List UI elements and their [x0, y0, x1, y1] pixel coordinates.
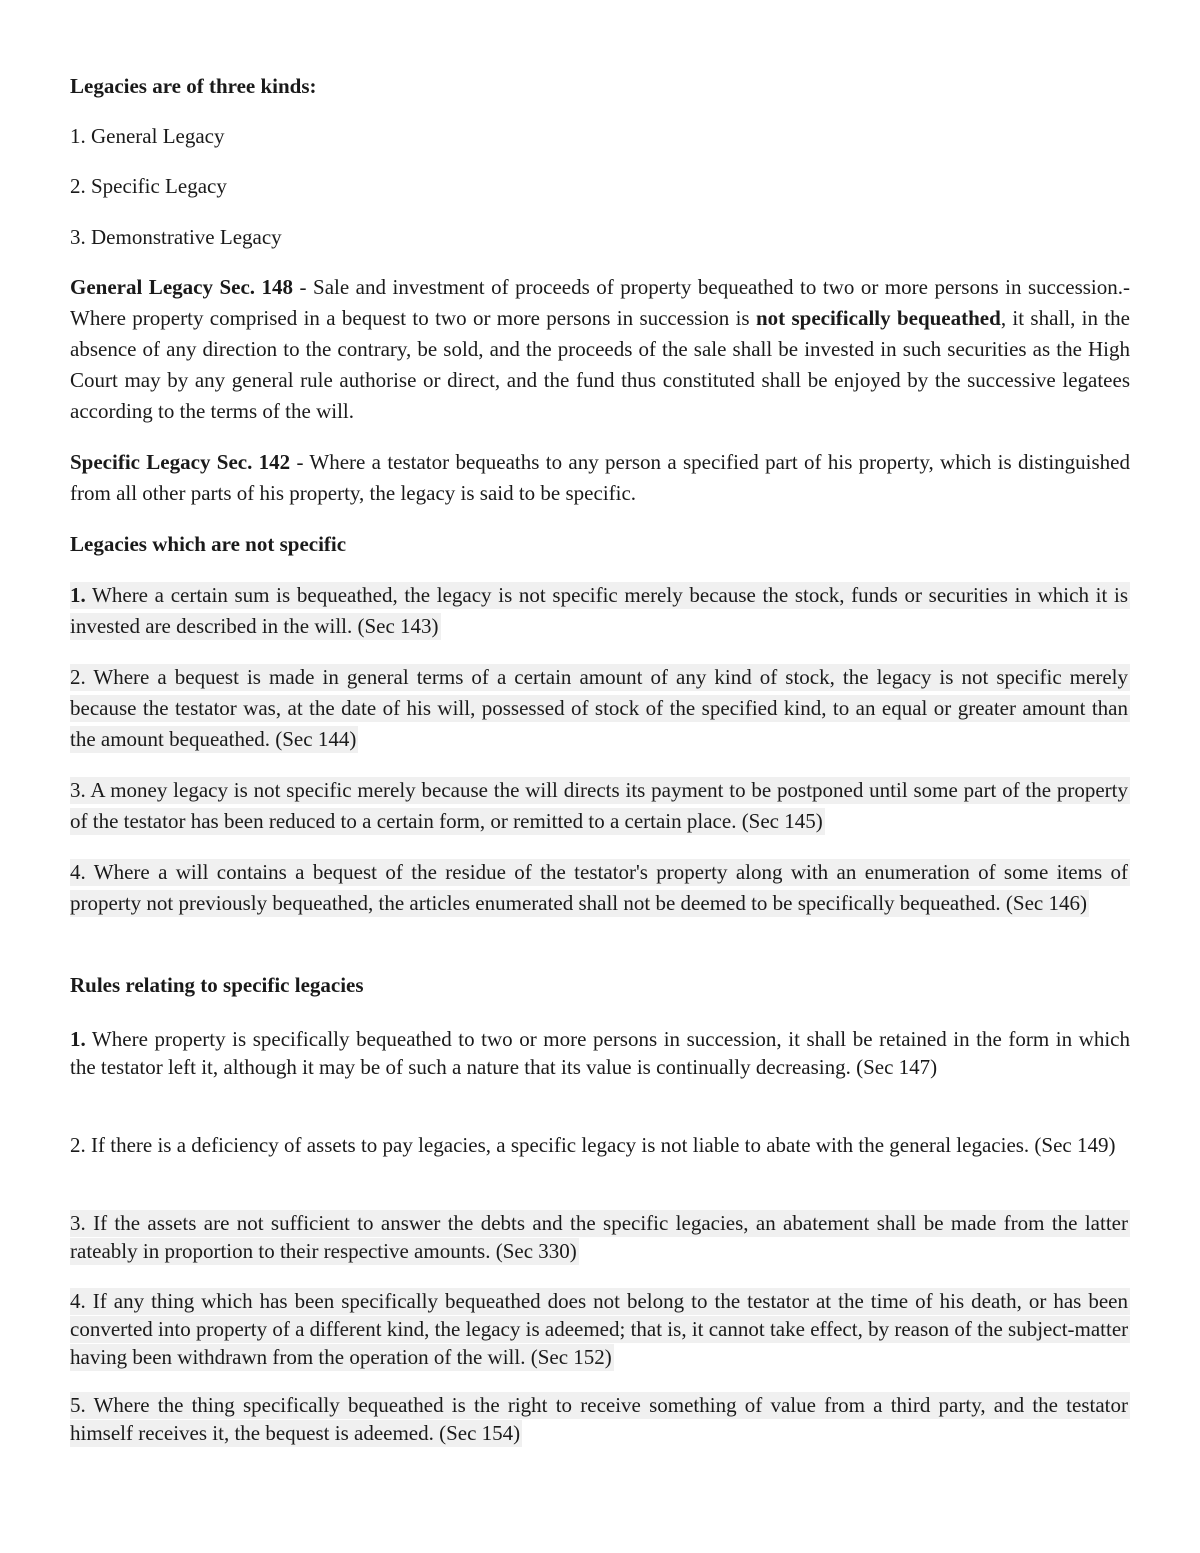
general-legacy-paragraph: General Legacy Sec. 148 - Sale and investment of proceeds of property bequeathed to two or more persons in succession.-Where property comprised in a bequest to two or more persons in succession is not specifically bequeathed, it shall, in the absence of any direction to the contrary, be sold, and the proceeds of the sale shall be invested in such securities as the High Court may by any general rule authorise or direct, and the fund thus constituted shall be enjoyed by the successive legatees according to the terms of the will.	[70, 275, 1130, 423]
not-specific-item-2: 2. Where a bequest is made in general terms of a certain amount of any kind of stock, the legacy is not specific merely because the testator was, at the date of his will, possessed of stock of the specified kind, to an equal or greater amount than the amount bequeathed. (Sec 144)	[70, 665, 1128, 751]
general-legacy-label: General Legacy Sec. 148	[70, 275, 294, 299]
list-item-general-legacy: 1. General Legacy	[70, 124, 225, 148]
not-specific-heading: Legacies which are not specific	[70, 532, 347, 556]
list-item-specific-legacy: 2. Specific Legacy	[70, 174, 227, 198]
rules-item-3: 3. If the assets are not sufficient to answer the debts and the specific legacies, an abatement shall be made from the latter rateably in proportion to their respective amounts. (Sec 330)	[70, 1211, 1128, 1263]
not-specifically-bequeathed-phrase: not specifically bequeathed	[755, 306, 1001, 330]
not-specific-item-3: 3. A money legacy is not specific merely because the will directs its payment to be postponed until some part of the property of the testator has been reduced to a certain form, or remitted to a certain place. (Sec 145)	[70, 778, 1128, 833]
not-specific-item-1: 1. Where a certain sum is bequeathed, the legacy is not specific merely because the stock, funds or securities in which it is invested are described in the will. (Sec 143)	[70, 583, 1128, 638]
rules-item-5: 5. Where the thing specifically bequeathed is the right to receive something of value from a third party, and the testator himself receives it, the bequest is adeemed. (Sec 154)	[70, 1393, 1128, 1445]
specific-legacy-paragraph: Specific Legacy Sec. 142 - Where a testator bequeaths to any person a specified part of his property, which is distinguished from all other parts of his property, the legacy is said to be specific.	[70, 450, 1130, 505]
rules-item-1: 1. Where property is specifically bequeathed to two or more persons in succession, it shall be retained in the form in which the testator left it, although it may be of such a nature that its value is continually decreasing. (Sec 147)	[70, 1027, 1130, 1079]
list-item-demonstrative-legacy: 3. Demonstrative Legacy	[70, 225, 282, 249]
specific-legacy-label: Specific Legacy Sec. 142	[70, 450, 291, 474]
not-specific-item-4: 4. Where a will contains a bequest of the residue of the testator's property along with an enumeration of some items of property not previously bequeathed, the articles enumerated shall not be deemed to be specifically bequeathed. (Sec 146)	[70, 860, 1128, 915]
rules-item-2: 2. If there is a deficiency of assets to pay legacies, a specific legacy is not liable to abate with the general legacies. (Sec 149)	[70, 1133, 1116, 1157]
rules-heading: Rules relating to specific legacies	[70, 973, 364, 997]
rules-item-4: 4. If any thing which has been specifically bequeathed does not belong to the testator at the time of his death, or has been converted into property of a different kind, the legacy is adeemed; that is, it cannot take effect, by reason of the subject-matter having been withdrawn from the operation of the will. (Sec 152)	[70, 1289, 1129, 1369]
legacies-kinds-heading: Legacies are of three kinds:	[70, 74, 317, 98]
